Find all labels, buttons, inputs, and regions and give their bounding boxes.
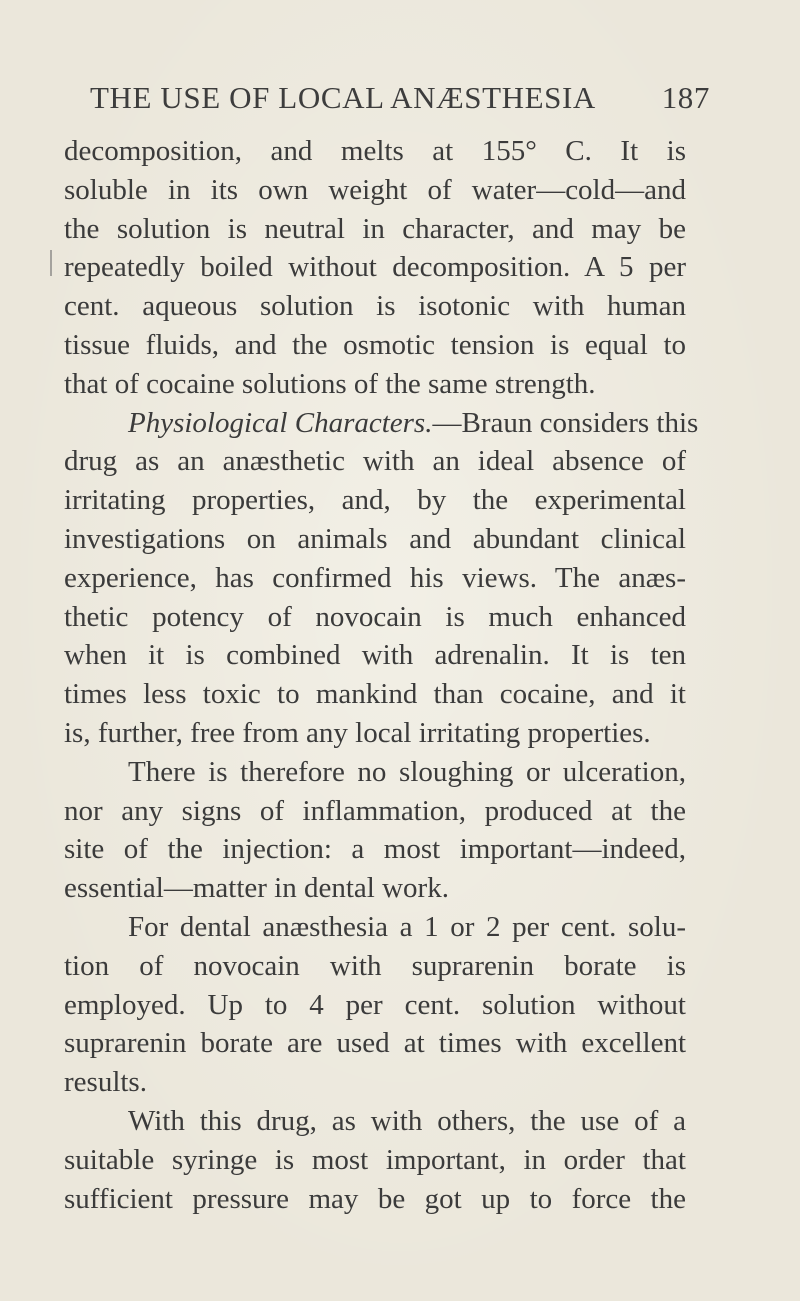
running-title: THE USE OF LOCAL ANÆSTHESIA [90,80,596,115]
text-line: decomposition, and melts at 155° C. It is [64,135,686,167]
text-line: tissue fluids, and the osmotic tension is equal to [64,328,686,361]
text-line: cent. aqueous solution is isotonic with human [64,290,686,323]
text-line: results. [64,1066,147,1099]
text-line: suitable syringe is most important, in order that [64,1143,686,1176]
text-line: soluble in its own weight of water—cold—and [64,173,686,206]
text-line: thetic potency of novocain is much enhanced [64,600,686,633]
text-line: employed. Up to 4 per cent. solution without [64,988,686,1021]
text-line: experience, has confirmed his views. The anæs- [64,561,686,594]
text-line: is, further, free from any local irritating properties. [64,716,651,749]
text-line: suprarenin borate are used at times with excellent [64,1027,686,1060]
text-line-section-heading [64,404,699,443]
text-line: repeatedly boiled without decomposition. A 5 per [64,251,686,284]
running-head [90,80,710,116]
text-line: site of the injection: a most important—indeed, [64,833,686,866]
text-line: that of cocaine solutions of the same strength. [64,367,596,400]
text-line: drug as an anæsthetic with an ideal absence of [64,445,686,478]
text-line: sufficient pressure may be got up to force the [64,1182,686,1215]
text-line: irritating properties, and, by the experimental [64,484,686,517]
text-line: when it is combined with adrenalin. It is ten [64,639,686,672]
text-line: the solution is neutral in character, and may be [64,212,686,245]
body-text [64,132,699,1218]
text-line: nor any signs of inflammation, produced at the [64,794,686,827]
margin-pencil-mark [50,250,52,276]
text-line: For dental anæsthesia a 1 or 2 per cent. solu- [128,910,686,943]
text-line: essential—matter in dental work. [64,872,449,905]
text-line: With this drug, as with others, the use of a [128,1104,686,1137]
text-line: times less toxic to mankind than cocaine, and it [64,678,686,711]
text-line: There is therefore no sloughing or ulceration, [128,755,686,788]
section-heading: Physiological Characters. [128,406,433,439]
section-heading-continuation: —Braun considers this [432,406,699,439]
page-number: 187 [661,80,710,115]
text-line: tion of novocain with suprarenin borate is [64,949,686,982]
text-line: investigations on animals and abundant clinical [64,522,686,555]
